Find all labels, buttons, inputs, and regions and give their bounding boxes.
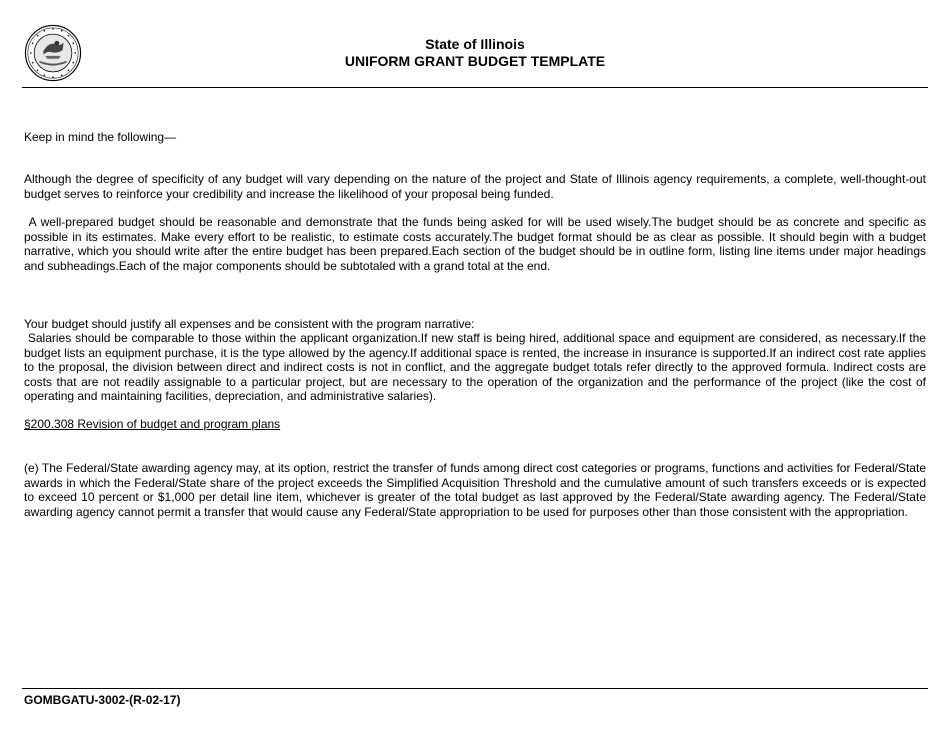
paragraph-justify-expenses: Your budget should justify all expenses and be consistent with the program narrative: [24, 317, 475, 331]
paragraph-well-prepared [24, 215, 926, 273]
paragraph-specificity: Although the degree of specificity of any budget will vary depending on the nature of the project and State of Illinois agency requirements, a complete, well-thought-out budget serves to reinforce your credibility and increase the likelihood of your proposal being funded. [24, 172, 926, 201]
intro-line: Keep in mind the following— [24, 130, 177, 144]
paragraph-e-transfer-restriction: (e) The Federal/State awarding agency may, at its option, restrict the transfer of funds among direct cost categories or programs, functions and activities for Federal/State awards in which the Federal/State share of the project exceeds the Simplified Acquisition Threshold and the cumulative amount of such transfers exceeds or is expected to exceed 10 percent or $1,000 per detail line item, whichever is greater of the total budget as last approved by the Federal/State awarding agency. The Federal/State awarding agency cannot permit a transfer that would cause any Federal/State appropriation to be used for purposes other than those consistent with the appropriation. [24, 461, 926, 519]
state-name: State of Illinois [425, 36, 525, 52]
paragraph-salaries [24, 331, 926, 404]
document-header [0, 36, 950, 70]
paragraph-well-prepared-text: A well-prepared budget should be reasonable and demonstrate that the funds being asked for will be used wisely.The budget should be as concrete and specific as possible in its estimates. Make every effort to be realistic, to estimate costs accurately.The budget format should be as clear as possible. It should begin with a budget narrative, which you should write after the entire budget has been prepared.Each section of the budget should be in outline form, listing line items under major headings and subheadings.Each of the major components should be subtotaled with a grand total at the end. [24, 215, 926, 273]
footer-divider [22, 688, 928, 689]
paragraph-salaries-text: Salaries should be comparable to those within the applicant organization.If new staff is being hired, additional space and equipment are considered, as necessary.If the budget lists an equipment purchase, it is the type allowed by the agency.If additional space is rented, the increase in insurance is supported.If an indirect cost rate applies to the proposal, the division between direct and indirect costs is not in conflict, and the aggregate budget totals refer directly to the approved formula. Indirect costs are costs that are not readily assignable to a particular project, but are necessary to the operation of the organization and the performance of the project (like the cost of operating and maintaining facilities, depreciation, and administrative salaries). [24, 331, 926, 404]
form-title: UNIFORM GRANT BUDGET TEMPLATE [344, 53, 606, 69]
form-code: GOMBGATU-3002-(R-02-17) [24, 693, 181, 707]
header-divider [22, 87, 928, 88]
section-reference-link[interactable]: §200.308 Revision of budget and program plans [24, 417, 281, 431]
